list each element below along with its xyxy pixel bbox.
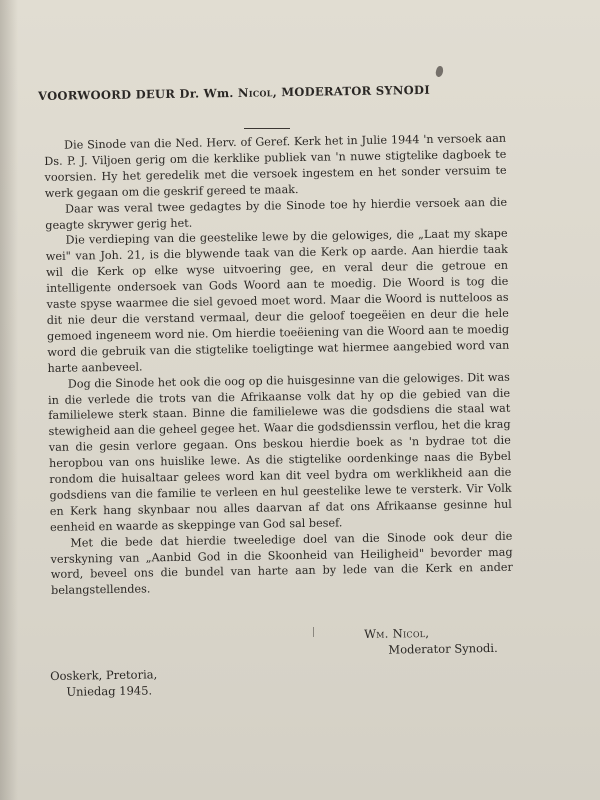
heading-name: Nicol, <box>237 85 278 100</box>
paragraph: Die Sinode van die Ned. Herv. of Geref. Kerk het in Julie 1944 'n versoek aan Ds. P. J. Viljoen gerig om die kerklike publiek van 'n nuwe stigtelike dagboek te voorsien. Hy het geredelik met die versoek ingestem en het sonder versuim te werk gegaan om die geskrif gereed te maak. <box>44 131 507 200</box>
paragraph: Met die bede dat hierdie tweeledige doel van die Sinode ook deur die verskyning van „Aanbid God in die Skoonheid van Heiligheid" bevorder mag word, beveel ons die bundel van harte aan by lede van die Kerk en ander belangstellendes. <box>50 529 513 598</box>
place-date-block <box>50 666 158 700</box>
foreword-heading <box>38 82 508 103</box>
foreword-body <box>44 131 513 599</box>
ink-blot-mark <box>434 65 444 78</box>
page-edge-shadow <box>0 0 18 800</box>
paragraph: Dog die Sinode het ook die oog op die huisgesinne van die gelowiges. Dit was in die verlede die trots van die Afrikaanse volk dat hy op die gebied van die familielewe sterk staan. Binne die familielewe was die godsdiens die staal wat stewigheid aan die geheel gegee het. Waar die godsdienssin verflou, het die krag van die gesin verlore gegaan. Ons beskou hierdie boek as 'n bydrae tot die heropbou van ons huislike lewe. As die stigtelike oordenkinge naas die Bybel rondom die huisaltaar gelees word kan dit veel bydra om werklikheid aan die godsdiens van die familie te verleen en hul geestelike lewe te versterk. Vir Volk en Kerk hang skynbaar nou alles daarvan af dat ons Afrikaanse gesinne hul eenheid en waarde as skeppinge van God sal besef. <box>48 370 512 534</box>
signature-block <box>364 624 498 658</box>
signatory-title: Moderator Synodi. <box>388 640 498 657</box>
heading-role: MODERATOR SYNODI <box>281 82 431 100</box>
pencil-mark <box>313 627 314 637</box>
signatory-name: Wm. Nicol, <box>364 625 430 641</box>
paragraph: Daar was veral twee gedagtes by die Sinode toe hy hierdie versoek aan die geagte skrywer gerig het. <box>45 195 508 232</box>
paragraph: Die verdieping van die geestelike lewe by die gelowiges, die „Laat my skape wei" van Joh. 21, is die blywende taak van die Kerk op aarde. Aan hierdie taak wil die Kerk op elke wyse uitvoering gee, en veral deur die getroue en intelligente ondersoek van Gods Woord aan te moedig. Die Woord is tog die vaste spyse waarmee die siel gevoed moet word. Maar die Woord is nutteloos as dit nie deur die verstand vermaal, deur die geloof toegeëien en deur die hele gemoed ingeneem word nie. Om hierdie toeëiening van die Woord aan te moedig word die gebruik van die stigtelike toeligtinge wat hiermee aangebied word van harte aanbeveel. <box>45 227 510 375</box>
heading-prefix: VOORWOORD DEUR <box>38 86 176 103</box>
heading-title: Dr. Wm. <box>179 85 234 101</box>
date-line: Uniedag 1945. <box>66 683 153 699</box>
heading-rule <box>244 128 290 129</box>
place-line: Ooskerk, Pretoria, <box>50 667 158 683</box>
